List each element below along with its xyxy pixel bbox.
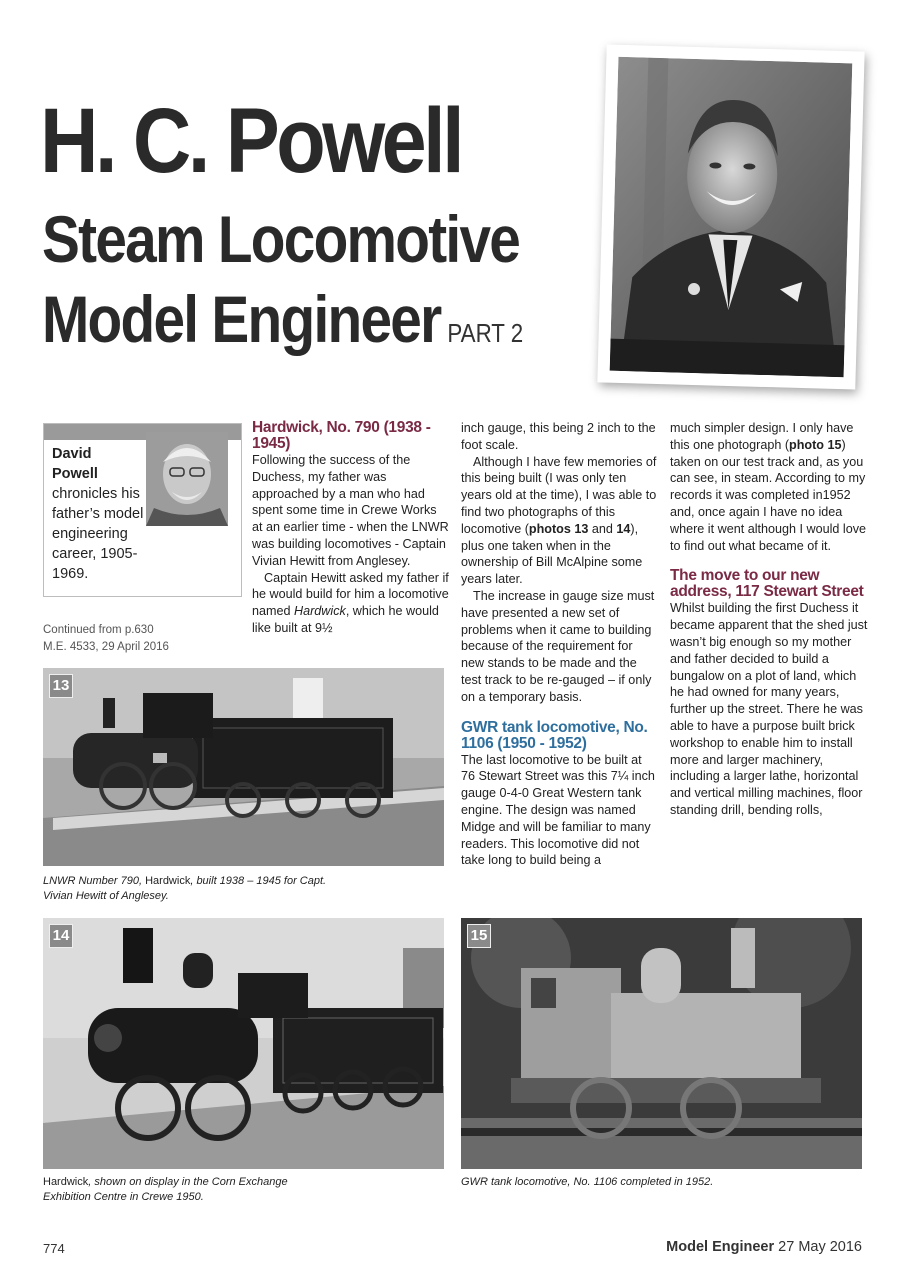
magazine-footer [666, 1239, 862, 1255]
portrait-photo [597, 44, 864, 389]
caption-text: , shown on display in the Corn Exchange Exhibition Centre in Crewe 1950. [43, 1176, 288, 1203]
heading-move: The move to our new address, 117 Stewart Street [670, 567, 864, 601]
caption-15: GWR tank locomotive, No. 1106 completed in 1952. [461, 1176, 714, 1188]
locomotive-hardwick-display-image [43, 918, 444, 1169]
issue-date: 27 May 2016 [778, 1239, 862, 1255]
photo-15 [461, 918, 862, 1169]
paragraph: Following the success of the Duchess, my father was approached by a man who had spent some time in Crewe Works at an earlier time - when the LNWR was building locomotives - Captain Vivian Hewitt from Anglesey. [252, 453, 449, 568]
author-last-name: Powell [52, 466, 98, 482]
locomotive-hardwick-image [43, 668, 444, 866]
photo-13 [43, 668, 444, 866]
heading-gwr: GWR tank locomotive, No. 1106 (1950 - 1952) [461, 718, 648, 752]
photo-14 [43, 918, 444, 1169]
caption-13 [43, 874, 333, 904]
text-run: and [588, 521, 617, 536]
author-box [43, 423, 242, 597]
caption-name: Hardwick [43, 1176, 89, 1188]
continued-from: Continued from p.630 [43, 624, 154, 636]
text-run-bold: 14 [616, 521, 631, 536]
portrait-image [610, 57, 853, 377]
column-1 [252, 420, 450, 637]
author-first-name: David [52, 446, 92, 462]
paragraph: The last locomotive to be built at 76 Stewart Street was this 7¼ inch gauge 0-4-0 Great Western tank engine. The design was named Midge and will be familiar to many readers. This locomotive did not take long to build being a [461, 752, 655, 868]
magazine-name: Model Engineer [666, 1239, 775, 1255]
part-label: PART 2 [447, 318, 524, 348]
photo-number-badge: 13 [49, 674, 73, 698]
continued-issue: M.E. 4533, 29 April 2016 [43, 641, 169, 653]
caption-name: Hardwick [145, 875, 191, 887]
heading-hardwick: Hardwick, No. 790 (1938 - 1945) [252, 419, 431, 452]
paragraph [461, 454, 659, 588]
paragraph [252, 570, 450, 637]
author-blurb: chronicles his father’s model engineering career, 1905-1969. [52, 486, 144, 582]
article-subtitle-line1: Steam Locomotive [42, 202, 520, 276]
page-number: 774 [43, 1241, 65, 1256]
paragraph [670, 420, 868, 554]
gwr-tank-locomotive-image [461, 918, 862, 1169]
text-run-bold: photo 15 [789, 437, 842, 452]
caption-text: LNWR Number 790, [43, 875, 146, 887]
continued-note [43, 622, 169, 656]
article-title: H. C. Powell [40, 90, 462, 192]
text-run: Captain Hewitt asked my father if he would build for him a locomotive named [252, 570, 449, 619]
article-subtitle-line2 [42, 282, 524, 356]
text-run: ), plus one taken when in the ownership of Bill McAlpine some years later. [461, 521, 643, 587]
photo-number-badge: 15 [467, 924, 491, 948]
text-run-bold: photos 13 [528, 521, 589, 536]
column-3 [670, 420, 868, 819]
text-run: , which he would like built at 9½ [252, 604, 439, 635]
caption-text: , built 1938 – 1945 for Capt. Vivian Hewitt of Anglesey. [43, 875, 327, 902]
text-run: Although I have few memories of this being built (I was only ten years old at the time), I was able to find two photographs of this locomotive ( [461, 454, 657, 536]
text-run: ) taken on our test track and, as you can see, in steam. According to my records it was completed in1952 and, once again I have no idea where it went although I would love to find out what became of it. [670, 437, 867, 553]
column-2 [461, 420, 659, 869]
author-photo [146, 432, 228, 526]
text-run: much simpler design. I only have this one photograph ( [670, 421, 854, 452]
text-run-italic: Hardwick [294, 604, 346, 619]
subtitle-text: Model Engineer [42, 282, 441, 356]
paragraph: The increase in gauge size must have presented a new set of problems when it came to building because of the requirement for new stands to be made and the test track to be re-gauged – if only on a temporary basis. [461, 588, 655, 704]
paragraph: inch gauge, this being 2 inch to the foot scale. [461, 421, 656, 452]
caption-14 [43, 1175, 333, 1205]
photo-number-badge: 14 [49, 924, 73, 948]
paragraph: Whilst building the first Duchess it became apparent that the shed just wasn’t big enough so my mother and father decided to build a bungalow on a plot of land, which he had owned for many years, further up the street. There he was able to have a purpose built brick workshop to enable him to install more and larger machinery, including a larger lathe, horizontal and vertical milling machines, floor standing drill, bending rolls, [670, 601, 868, 817]
